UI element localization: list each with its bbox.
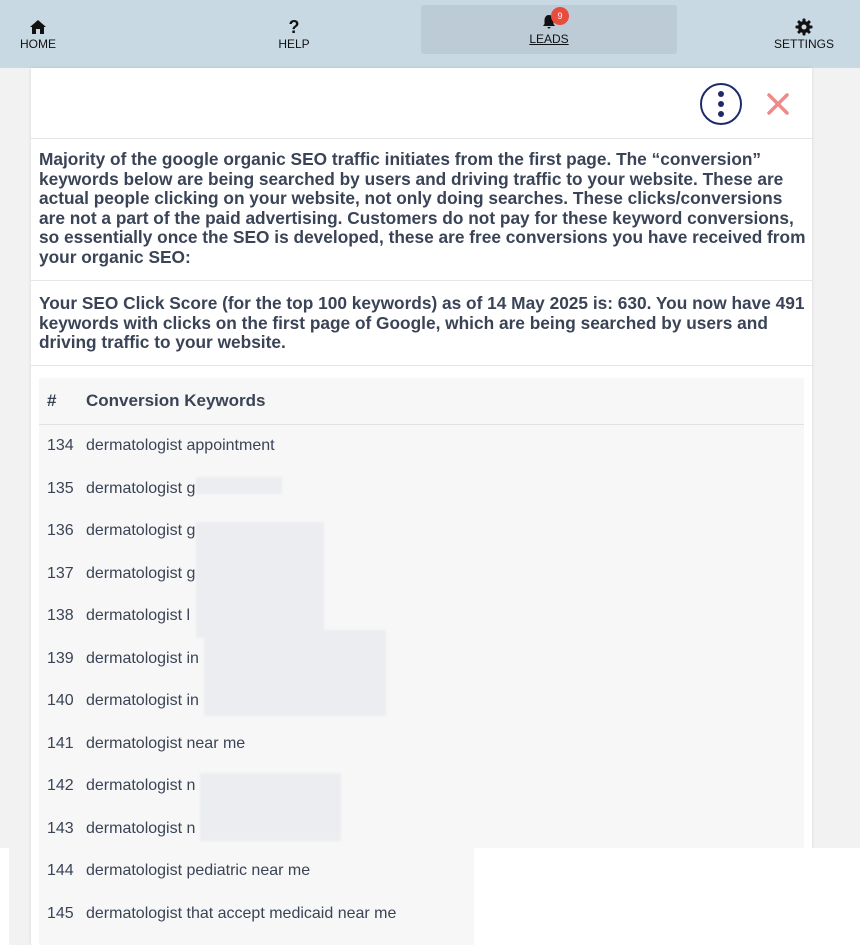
redacted-area xyxy=(196,522,324,638)
nav-leads-label: LEADS xyxy=(529,32,569,46)
row-keyword: dermatologist g xyxy=(86,479,196,497)
row-keyword: dermatologist g xyxy=(86,522,196,540)
row-number: 142 xyxy=(47,777,74,795)
redacted-area xyxy=(200,773,341,841)
column-header-number: # xyxy=(47,391,57,410)
bell-icon xyxy=(541,11,563,31)
row-keyword: dermatologist in xyxy=(86,692,199,710)
kebab-dot xyxy=(718,91,724,97)
row-number: 134 xyxy=(47,437,74,455)
background-block xyxy=(0,848,9,945)
nav-settings-label: SETTINGS xyxy=(773,36,834,51)
table-row xyxy=(39,595,804,638)
table-row xyxy=(39,808,804,851)
row-keyword: dermatologist pediatric near me xyxy=(86,862,311,880)
nav-help-label: HELP xyxy=(278,36,310,51)
table-row xyxy=(39,680,804,723)
table-row xyxy=(39,723,804,766)
row-keyword: dermatologist n xyxy=(86,777,196,795)
row-number: 136 xyxy=(47,522,74,540)
redacted-area xyxy=(204,630,386,716)
redacted-area xyxy=(196,477,282,494)
home-icon xyxy=(29,18,47,36)
keywords-panel xyxy=(31,68,812,945)
row-number: 138 xyxy=(47,607,74,625)
panel-header xyxy=(31,68,812,139)
row-keyword: dermatologist appointment xyxy=(86,437,275,455)
row-number: 137 xyxy=(47,564,74,582)
divider xyxy=(31,280,812,281)
seo-score-text: Your SEO Click Score (for the top 100 keywords) as of 14 May 2025 is: 630. You now have 491 keywords with clicks on the first page of Google, which are being searched by users and driving traffic to your website. xyxy=(39,293,805,353)
table-row xyxy=(39,425,804,468)
leads-badge: 9 xyxy=(551,7,569,25)
row-number: 144 xyxy=(47,862,74,880)
row-keyword: dermatologist that accept medicaid near me xyxy=(86,904,397,922)
row-number: 135 xyxy=(47,479,74,497)
gear-icon xyxy=(795,18,813,36)
row-keyword: dermatologist g xyxy=(86,564,196,582)
row-keyword: dermatologist l xyxy=(86,607,191,625)
table-row xyxy=(39,765,804,808)
table-row xyxy=(39,553,804,596)
background-block xyxy=(474,848,860,945)
row-number: 140 xyxy=(47,692,74,710)
nav-home[interactable] xyxy=(8,0,68,68)
nav-home-label: HOME xyxy=(20,36,56,51)
intro-text: Majority of the google organic SEO traffic initiates from the first page. The “conversion” keywords below are being searched by users and driving traffic to your website. These are actual people clicking on your website, not only doing searches. These clicks/conversions are not a part of the paid advertising. Customers do not pay for these keyword conversions, so essentially once the SEO is developed, these are free conversions you have received from your organic SEO: xyxy=(39,149,806,267)
nav-help[interactable] xyxy=(264,0,324,68)
kebab-dot xyxy=(718,101,724,107)
row-keyword: dermatologist near me xyxy=(86,734,246,752)
nav-leads[interactable] xyxy=(421,5,677,54)
table-row xyxy=(39,468,804,511)
row-number: 143 xyxy=(47,819,74,837)
row-keyword: dermatologist n xyxy=(86,819,196,837)
close-icon xyxy=(766,92,790,116)
more-options-button[interactable] xyxy=(700,83,742,125)
row-keyword: dermatologist in xyxy=(86,649,199,667)
row-number: 141 xyxy=(47,734,74,752)
row-number: 145 xyxy=(47,904,74,922)
nav-settings[interactable] xyxy=(770,0,838,68)
close-button[interactable] xyxy=(766,92,790,116)
table-row xyxy=(39,510,804,553)
top-nav xyxy=(0,0,860,68)
kebab-dot xyxy=(718,111,724,117)
table-header xyxy=(39,378,804,425)
row-number: 139 xyxy=(47,649,74,667)
table-row xyxy=(39,638,804,681)
question-icon: ? xyxy=(288,16,300,37)
divider xyxy=(31,365,812,366)
column-header-keyword: Conversion Keywords xyxy=(86,391,266,410)
